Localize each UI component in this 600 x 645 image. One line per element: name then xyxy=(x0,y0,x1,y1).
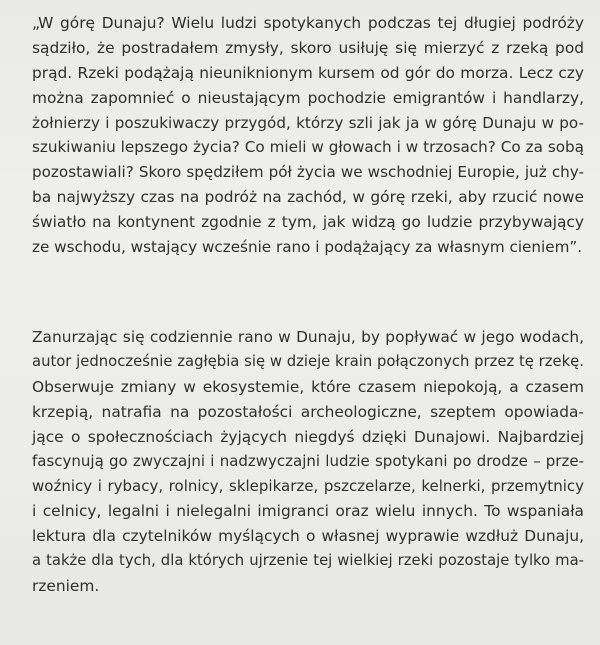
text-line: można zapomnieć o nieustającym pochodzie emigrantów i handlarzy, xyxy=(32,88,584,107)
text-line: prąd. Rzeki podążają nieuniknionym kursem od gór do morza. Lecz czy xyxy=(32,63,584,82)
text-line: fascynują go zwyczajni i nadzwyczajni ludzie spotykani po drodze – prze- xyxy=(32,452,584,471)
text-line: światło na kontynent zgodnie z tym, jak widzą go ludzie przybywający xyxy=(32,213,584,232)
description-paragraph xyxy=(32,325,584,599)
text-line: woźnicy i rybacy, rolnicy, sklepikarze, pszczelarze, kelnerki, przemytnicy xyxy=(32,477,584,496)
text-line: „W górę Dunaju? Wielu ludzi spotykanych podczas tej długiej podróży xyxy=(32,14,584,32)
quote-paragraph xyxy=(32,11,584,260)
text-line: rzeniem. xyxy=(32,576,100,595)
text-line: szukiwaniu lepszego życia? Co mieli w głowach i w trzosach? Co za sobą xyxy=(32,138,584,157)
text-line: pozostawiali? Skoro spędziłem pół życia we wschodniej Europie, już chy- xyxy=(32,163,584,182)
text-line: autor jednocześnie zagłębia się w dzieje krain połączonych przez tę rzekę. xyxy=(32,352,584,370)
text-line: Zanurzając się codziennie rano w Dunaju, by popływać w jego wodach, xyxy=(32,328,584,346)
text-line: a także dla tych, dla których ujrzenie tej wielkiej rzeki pozostaje tylko ma- xyxy=(32,552,584,570)
text-line: ze wschodu, wstający wcześnie rano i podążający za własnym cieniem”. xyxy=(32,238,583,257)
text-line: żołnierzy i poszukiwaczy przygód, którzy szli jak ja w górę Dunaju w po- xyxy=(32,113,584,132)
text-line: i celnicy, legalni i nielegalni imigranci oraz wielu innych. To wspaniała xyxy=(32,502,584,521)
text-line: Obserwuje zmiany w ekosystemie, które czasem niepokoją, a czasem xyxy=(32,377,584,396)
text-line: ba najwyższy czas na podróż na zachód, w górę rzeki, aby rzucić nowe xyxy=(32,188,584,207)
text-line: sądziło, że postradałem zmysły, skoro usiłuję się mierzyć z rzeką pod xyxy=(32,38,584,57)
text-line: jące o społecznościach żyjących niegdyś dzięki Dunajowi. Najbardziej xyxy=(32,427,584,446)
text-line: lektura dla czytelników myślących o własnej wyprawie wzdłuż Dunaju, xyxy=(32,527,584,546)
text-line: krzepią, natrafia na pozostałości archeologiczne, szeptem opowiada- xyxy=(32,402,584,421)
